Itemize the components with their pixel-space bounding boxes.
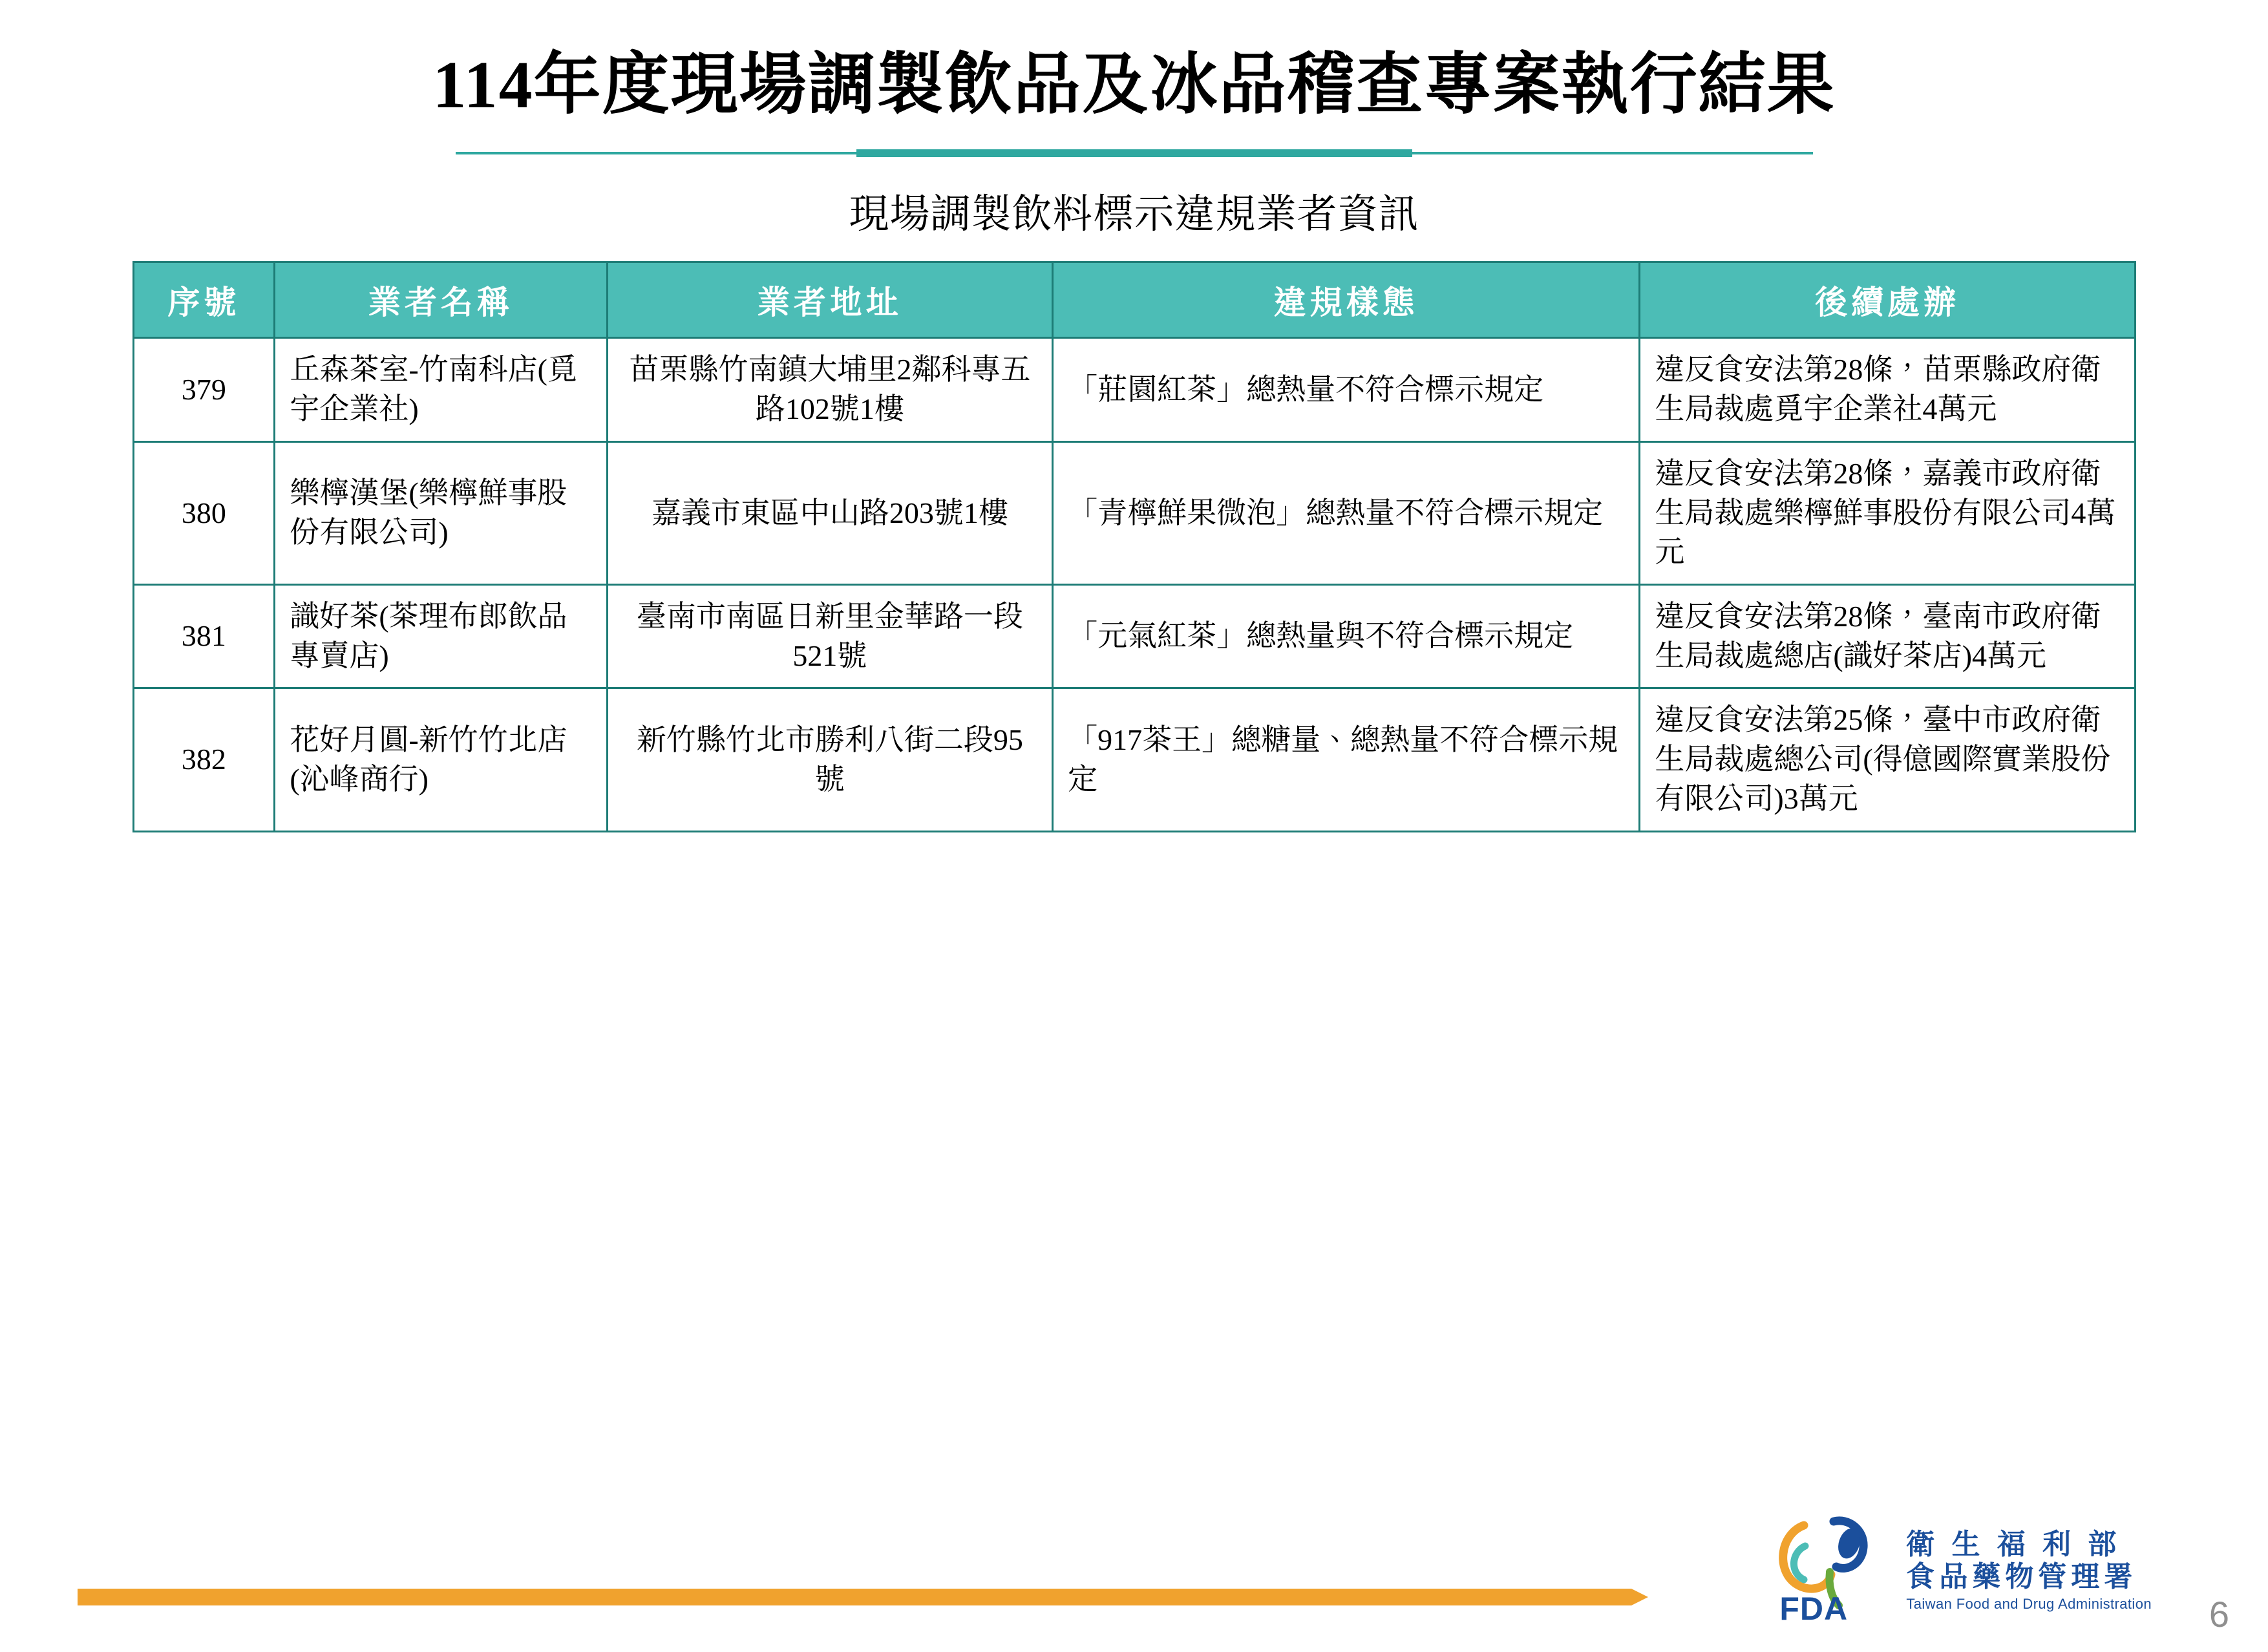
cell-action: 違反食安法第28條，臺南市政府衛生局裁處總店(識好茶店)4萬元 (1640, 584, 2135, 688)
cell-no: 379 (133, 338, 275, 441)
page-title: 114年度現場調製飲品及冰品稽查專案執行結果 (432, 48, 1836, 122)
table-header-action: 後續處辦 (1640, 262, 2135, 338)
cell-no: 381 (133, 584, 275, 688)
cell-action: 違反食安法第25條，臺中市政府衛生局裁處總公司(得億國際實業股份有限公司)3萬元 (1640, 688, 2135, 831)
fda-name-english: Taiwan Food and Drug Administration (1906, 1595, 2152, 1612)
cell-business-address: 臺南市南區日新里金華路一段521號 (607, 584, 1052, 688)
cell-business-name: 識好茶(茶理布郎飲品專賣店) (275, 584, 607, 688)
violations-table-container (132, 261, 2136, 832)
cell-no: 380 (133, 441, 275, 584)
cell-business-name: 樂檸漢堡(樂檸鮮事股份有限公司) (275, 441, 607, 584)
fda-wordmark (1906, 1529, 2152, 1612)
cell-violation: 「917茶王」總糖量、總熱量不符合標示規定 (1053, 688, 1640, 831)
cell-violation: 「莊園紅茶」總熱量不符合標示規定 (1053, 338, 1640, 441)
cell-business-name: 花好月圓-新竹竹北店(沁峰商行) (275, 688, 607, 831)
divider-center-bar (856, 149, 1412, 157)
cell-business-address: 新竹縣竹北市勝利八街二段95號 (607, 688, 1052, 831)
cell-business-address: 苗栗縣竹南鎮大埔里2鄰科專五路102號1樓 (607, 338, 1052, 441)
fda-name-line2: 食品藥物管理署 (1906, 1560, 2137, 1593)
cell-violation: 「元氣紅茶」總熱量與不符合標示規定 (1053, 584, 1640, 688)
divider-left-bar (456, 152, 856, 154)
divider-right-bar (1412, 152, 1813, 154)
table-row (133, 584, 2135, 688)
footer-accent-bar (78, 1589, 1648, 1605)
cell-violation: 「青檸鮮果微泡」總熱量不符合標示規定 (1053, 441, 1640, 584)
table-row (133, 441, 2135, 584)
table-header-name: 業者名稱 (275, 262, 607, 338)
fda-abbreviation: FDA (1779, 1591, 1849, 1627)
page-number: 6 (2209, 1594, 2229, 1635)
cell-business-name: 丘森茶室-竹南科店(覓宇企業社) (275, 338, 607, 441)
violations-table (132, 261, 2136, 832)
title-divider (456, 149, 1813, 157)
table-header-violation: 違規樣態 (1053, 262, 1640, 338)
cell-action: 違反食安法第28條，嘉義市政府衛生局裁處樂檸鮮事股份有限公司4萬元 (1640, 441, 2135, 584)
page-subtitle: 現場調製飲料標示違規業者資訊 (849, 193, 1419, 237)
fda-name-line1: 衛 生 福 利 部 (1906, 1529, 2121, 1561)
cell-no: 382 (133, 688, 275, 831)
table-header-no: 序號 (133, 262, 275, 338)
fda-emblem-icon (1766, 1512, 1896, 1629)
fda-logo (1766, 1512, 2152, 1629)
table-row (133, 688, 2135, 831)
table-header-row (133, 262, 2135, 338)
table-row (133, 338, 2135, 441)
cell-action: 違反食安法第28條，苗栗縣政府衛生局裁處覓宇企業社4萬元 (1640, 338, 2135, 441)
table-header-address: 業者地址 (607, 262, 1052, 338)
cell-business-address: 嘉義市東區中山路203號1樓 (607, 441, 1052, 584)
